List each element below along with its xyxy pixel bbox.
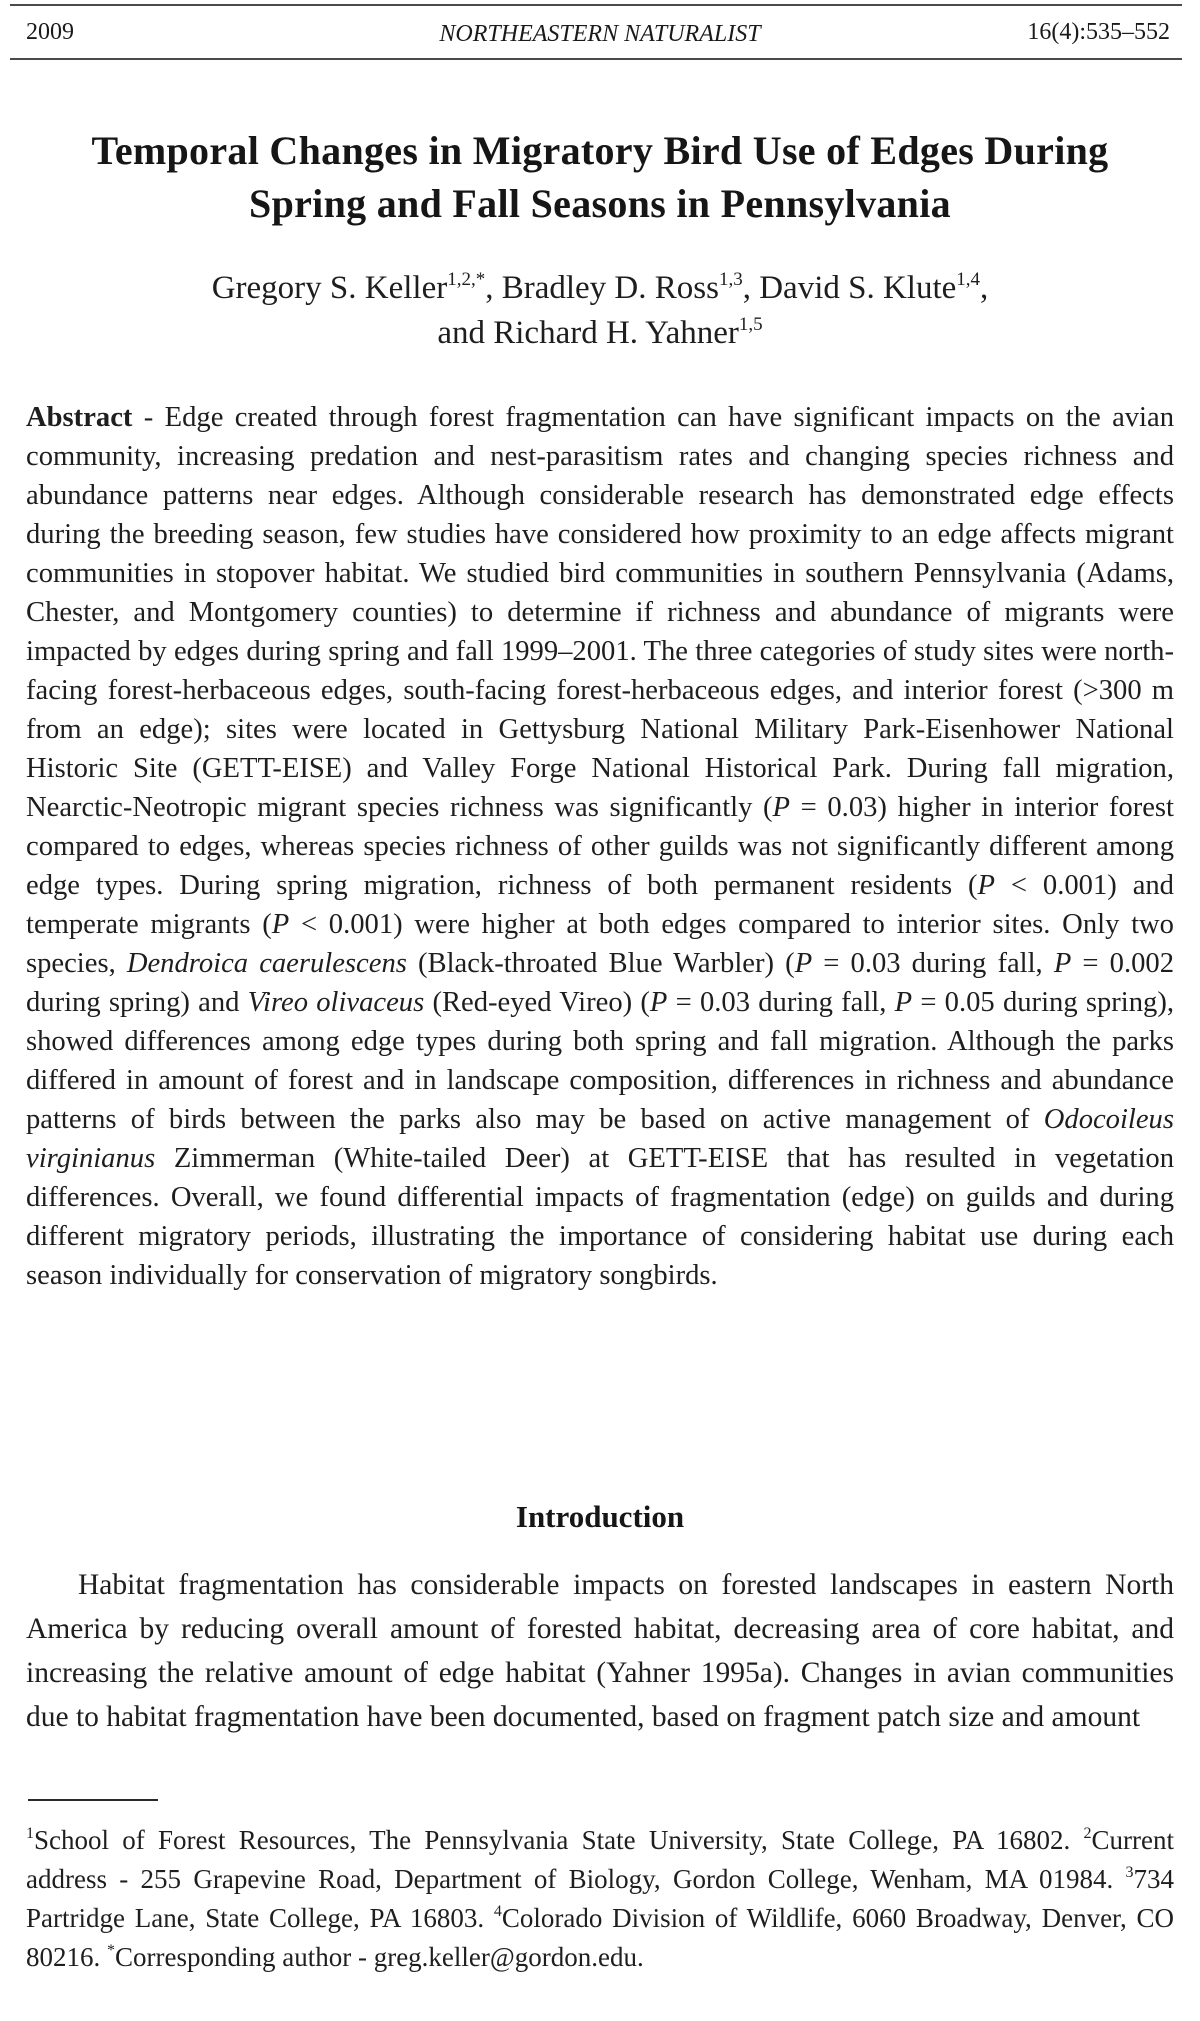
author-affiliation: 1,2,* [447,269,486,290]
abstract [26,398,1174,1295]
author-list [0,266,1200,356]
footnote-mark: 1 [26,1825,34,1842]
running-head-journal: NORTHEASTERN NATURALIST [439,21,761,47]
p-value-symbol: P [772,792,791,823]
header-rule-top [10,4,1182,6]
running-head-issue: 16(4):535–552 [1027,19,1170,45]
footnote-text: School of Forest Resources, The Pennsylvania State University, State College, PA 16802. [34,1825,1084,1855]
author-affiliation: 1,5 [738,314,763,335]
footnote-text: Colorado Division of Wildlife, 6060 Broadway, Denver, CO 80216. [26,1903,1174,1972]
abstract-label: Abstract [26,402,133,433]
abstract-text: (Red-eyed Vireo) ( [424,987,650,1018]
header-rule-bottom [10,58,1182,60]
p-value-symbol: P [894,987,913,1018]
footnotes [26,1821,1174,1977]
abstract-text: < 0.001) and temperate migrants ( [26,870,1174,940]
abstract-dash: - [132,402,165,433]
footnote-mark: 4 [493,1903,502,1920]
author-line-1 [0,266,1200,311]
abstract-text: = 0.03 during fall, [667,987,895,1018]
introduction-paragraph [26,1563,1174,1739]
p-value-symbol: P [271,909,290,940]
author-separator: , [742,270,760,306]
author-separator: , [980,270,989,306]
species-name: Dendroica caerulescens [126,948,407,979]
article-title-line-2: Spring and Fall Seasons in Pennsylvania [249,181,951,226]
abstract-text: = 0.03 during fall, [812,948,1054,979]
p-value-symbol: P [649,987,668,1018]
species-name: Odocoileus virginianus [26,1104,1174,1174]
article-title-line-1: Temporal Changes in Migratory Bird Use of Edges During [91,128,1109,173]
abstract-text: Zimmerman (White-tailed Deer) at GETT-EISE that has resulted in vegetation differences. Overall, we found differential impacts of fragmentation (edge) on guilds and during different migratory periods, illustrating the importance of considering habitat use during each season individually for conservation of migratory songbirds. [26,1143,1174,1291]
running-head [0,14,1200,50]
abstract-text: = 0.002 during spring) and [26,948,1174,1018]
footnote-text: Current address - 255 Grapevine Road, Department of Biology, Gordon College, Wenham, MA 01984. [26,1825,1174,1894]
footnote-mark: 3 [1125,1864,1134,1881]
abstract-text: < 0.001) were higher at both edges compared to interior sites. Only two species, [26,909,1174,979]
author-affiliation: 1,3 [718,269,743,290]
running-head-year: 2009 [26,19,74,45]
p-value-symbol: P [977,870,995,901]
abstract-text: = 0.03) higher in interior forest compared to edges, whereas species richness of other guilds was not significantly different among edge types. During spring migration, richness of both permanent residents ( [26,792,1174,901]
abstract-text: = 0.05 during spring), showed differences among edge types during both spring and fall migration. Although the parks differed in amount of forest and in landscape composition, differences in richness and abundance patterns of birds between the parks also may be based on active management of [26,987,1174,1135]
introduction-text: Habitat fragmentation has considerable impacts on forested landscapes in eastern North America by reducing overall amount of forested habitat, decreasing area of core habitat, and increasing the relative amount of edge habitat (Yahner 1995a). Changes in avian communities due to habitat fragmentation have been documented, based on fragment patch size and amount [26,1569,1174,1733]
article-title [0,124,1200,230]
footnote-mark: 2 [1083,1825,1092,1842]
footnote-text: Corresponding author - greg.keller@gordon.edu. [115,1942,644,1972]
author-affiliation: 1,4 [956,269,981,290]
author-name: Gregory S. Keller [211,270,448,306]
author-name: David S. Klute [759,270,957,306]
abstract-text: (Black-throated Blue Warbler) ( [406,948,795,979]
author-name: Bradley D. Ross [501,270,719,306]
species-name: Vireo olivaceus [247,987,425,1018]
p-value-symbol: P [1053,948,1072,979]
p-value-symbol: P [794,948,813,979]
section-heading-introduction: Introduction [515,1499,685,1534]
author-name: and Richard H. Yahner [437,315,739,351]
abstract-text: Edge created through forest fragmentation can have significant impacts on the avian community, increasing predation and nest-parasitism rates and changing species richness and abundance patterns near edges. Although considerable research has demonstrated edge effects during the breeding season, few studies have considered how proximity to an edge affects migrant communities in stopover habitat. We studied bird communities in southern Pennsylvania (Adams, Chester, and Montgomery counties) to determine if richness and abundance of migrants were impacted by edges during spring and fall 1999–2001. The three categories of study sites were north-facing forest-herbaceous edges, south-facing forest-herbaceous edges, and interior forest (>300 m from an edge); sites were located in Gettysburg National Military Park-Eisenhower National Historic Site (GETT-EISE) and Valley Forge National Historical Park. During fall migration, Nearctic-Neotropic migrant species richness was significantly ( [26,402,1174,823]
footnote-text: 734 Partridge Lane, State College, PA 16803. [26,1864,1174,1933]
author-line-2 [0,311,1200,356]
footnote-mark: * [107,1942,115,1959]
footnote-rule [28,1799,158,1801]
author-separator: , [485,270,502,306]
